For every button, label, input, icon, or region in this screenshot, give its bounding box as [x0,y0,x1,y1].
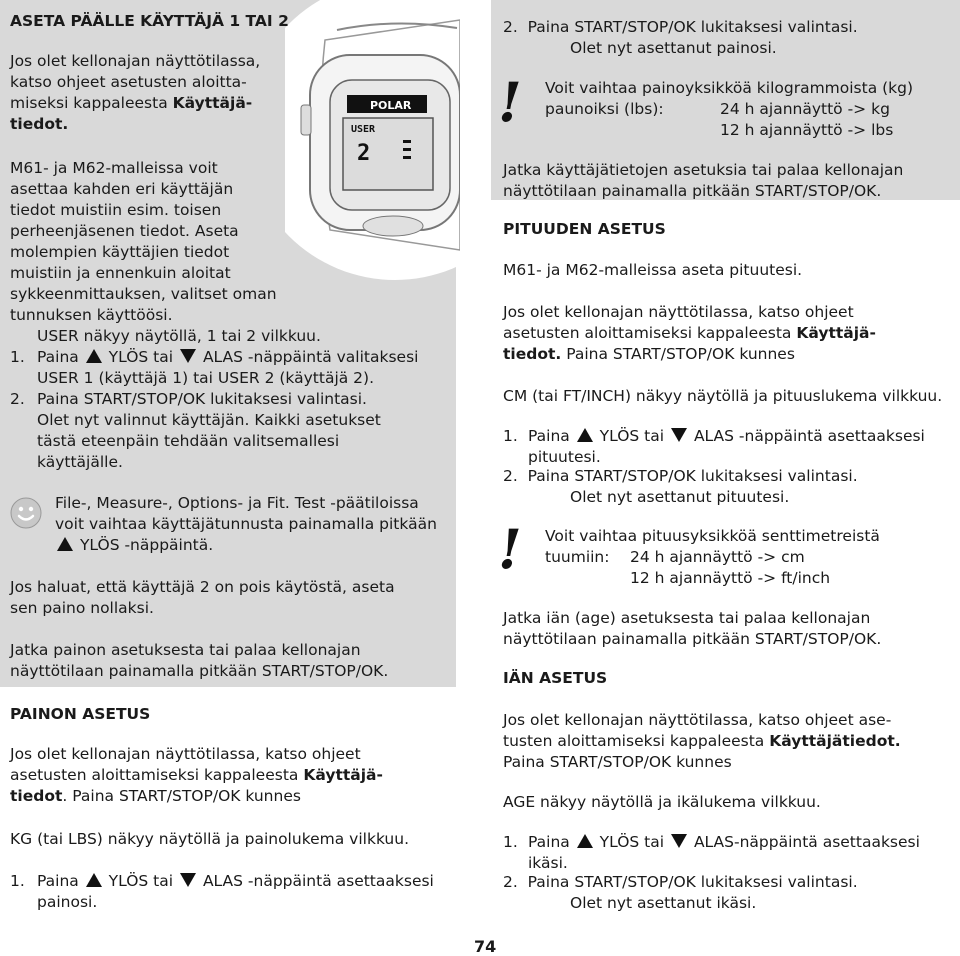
step2-line-3: tästä eteenpäin tehdään valitsemallesi [37,432,340,450]
w-step2-line-2: Olet nyt asettanut painosi. [570,39,777,57]
h-unit-note-ft: 12 h ajannäyttö -> ft/inch [630,569,831,587]
step2-line-4: käyttäjälle. [37,453,123,471]
h-unit-note-line-2: tuumiin: [545,548,610,566]
h-step1-number: 1. [503,427,518,445]
warning-exclamation-icon: ! [498,70,522,134]
height-continue-line-2: näyttötilaan painamalla pitkään START/STOP/OK. [503,630,882,648]
a-step1-line2: ikäsi. [528,854,568,872]
unit-note-line-1: Voit vaihtaa painoyksikköä kilogrammoista (kg) [545,79,914,97]
tip-line-1: File-, Measure-, Options- ja Fit. Test -päätiloissa [55,494,419,512]
kg-note: KG (tai LBS) näkyy näytöllä ja painolukema vilkkuu. [10,830,410,848]
h-step1-text: Paina YLÖS tai ALAS -näppäintä asettaaksesi [528,427,925,445]
up-arrow-icon [577,834,593,848]
unit-note-line-2: paunoiksi (lbs): [545,100,664,118]
watch-brand: POLAR [370,99,412,112]
height-intro-line-1: Jos olet kellonajan näyttötilassa, katso ohjeet [503,303,854,321]
smiley-icon [10,497,42,529]
intro-line-2: katso ohjeet asetusten aloitta- [10,73,247,91]
user-info-ref: Käyttäjä- [172,94,253,112]
age-intro-line-2: tusten aloittamiseksi kappaleesta Käyttäjätiedot. [503,732,901,750]
m61-line-1: M61- ja M62-malleissa voit [10,159,218,177]
height-title: PITUUDEN ASETUS [503,220,666,238]
m61-line-3: tiedot muistiin esim. toisen [10,201,222,219]
age-note: AGE näkyy näytöllä ja ikälukema vilkkuu. [503,793,821,811]
weight-title: PAINON ASETUS [10,705,151,723]
up-arrow-icon [86,873,102,887]
height-continue-line-1: Jatka iän (age) asetuksesta tai palaa kellonajan [503,609,871,627]
up-arrow-icon [86,349,102,363]
intro-line-1: Jos olet kellonajan näyttötilassa, [10,52,261,70]
continue-line-1: Jatka painon asetuksesta tai palaa kellonajan [10,641,361,659]
weight-continue-line-2: näyttötilaan painamalla pitkään START/STOP/OK. [503,182,882,200]
m61-line-7: sykkeenmittauksen, valitset oman [10,285,277,303]
w-step1-text: Paina YLÖS tai ALAS -näppäintä asettaaksesi [37,872,434,890]
watch-screen-digit: 2 [357,141,371,166]
intro-line-4: tiedot. [10,115,69,133]
height-intro-line-2: asetusten aloittamiseksi kappaleesta Käyttäjä- [503,324,876,342]
a-step2-line-1: 2. Paina START/STOP/OK lukitaksesi valintasi. [503,873,858,891]
watch-screen-user: USER [351,124,376,135]
weight-intro-line-3: tiedot. Paina START/STOP/OK kunnes [10,787,301,805]
user-note: USER näkyy näytöllä, 1 tai 2 vilkkuu. [37,327,321,345]
step1-line2: USER 1 (käyttäjä 1) tai USER 2 (käyttäjä 2). [37,369,375,387]
step1-number: 1. [10,348,25,366]
weight-intro-line-1: Jos olet kellonajan näyttötilassa, katso ohjeet [10,745,361,763]
age-intro-line-1: Jos olet kellonajan näyttötilassa, katso ohjeet ase- [503,711,892,729]
m61-line-6: muistiin ja ennenkuin aloitat [10,264,231,282]
up-arrow-icon [577,428,593,442]
h-step2-line-2: Olet nyt asettanut pituutesi. [570,488,790,506]
height-intro-line-3: tiedot. Paina START/STOP/OK kunnes [503,345,795,363]
user2-off-line-1: Jos haluat, että käyttäjä 2 on pois käytöstä, aseta [10,578,395,596]
a-step1-text: Paina YLÖS tai ALAS-näppäintä asettaaksesi [528,833,920,851]
tip-line-3: YLÖS -näppäintä. [55,535,213,556]
a-step2-line-2: Olet nyt asettanut ikäsi. [570,894,757,912]
down-arrow-icon [671,428,687,442]
m61-line-2: asettaa kahden eri käyttäjän [10,180,234,198]
m61-line-5: molempien käyttäjien tiedot [10,243,230,261]
w-step2-line-1: 2. Paina START/STOP/OK lukitaksesi valintasi. [503,18,858,36]
down-arrow-icon [180,349,196,363]
height-models: M61- ja M62-malleissa aseta pituutesi. [503,261,803,279]
m61-line-8: tunnuksen käyttöösi. [10,306,173,324]
m61-line-4: perheenjäsenen tiedot. Aseta [10,222,239,240]
age-title: IÄN ASETUS [503,669,608,687]
unit-note-lbs: 12 h ajannäyttö -> lbs [720,121,894,139]
step1-text: Paina YLÖS tai ALAS -näppäintä valitaksesi [37,348,419,366]
step2-number: 2. [10,390,25,408]
user-select-title: ASETA PÄÄLLE KÄYTTÄJÄ 1 TAI 2 [10,12,289,30]
weight-intro-line-2: asetusten aloittamiseksi kappaleesta Käyttäjä- [10,766,383,784]
weight-continue-line-1: Jatka käyttäjätietojen asetuksia tai palaa kellonajan [503,161,904,179]
w-step1-line2: painosi. [37,893,98,911]
continue-line-2: näyttötilaan painamalla pitkään START/STOP/OK. [10,662,389,680]
cm-note: CM (tai FT/INCH) näkyy näytöllä ja pituuslukema vilkkuu. [503,387,943,405]
down-arrow-icon [180,873,196,887]
up-arrow-icon [57,537,73,551]
age-intro-line-3: Paina START/STOP/OK kunnes [503,753,732,771]
a-step1-number: 1. [503,833,518,851]
watch-illustration [285,0,460,290]
down-arrow-icon [671,834,687,848]
w-step1-number: 1. [10,872,25,890]
step2-line-2: Olet nyt valinnut käyttäjän. Kaikki asetukset [37,411,381,429]
warning-exclamation-icon: ! [498,517,522,581]
h-step1-line2: pituutesi. [528,448,601,466]
unit-note-kg: 24 h ajannäyttö -> kg [720,100,890,118]
h-unit-note-line-1: Voit vaihtaa pituusyksikköä senttimetreistä [545,527,880,545]
h-unit-note-cm: 24 h ajannäyttö -> cm [630,548,805,566]
h-step2-line-1: 2. Paina START/STOP/OK lukitaksesi valintasi. [503,467,858,485]
tip-line-2: voit vaihtaa käyttäjätunnusta painamalla pitkään [55,515,437,533]
intro-line-3: miseksi kappaleesta Käyttäjä- [10,94,253,112]
page-number: 74 [474,937,497,956]
step2-line-1: Paina START/STOP/OK lukitaksesi valintasi. [37,390,367,408]
user2-off-line-2: sen paino nollaksi. [10,599,154,617]
